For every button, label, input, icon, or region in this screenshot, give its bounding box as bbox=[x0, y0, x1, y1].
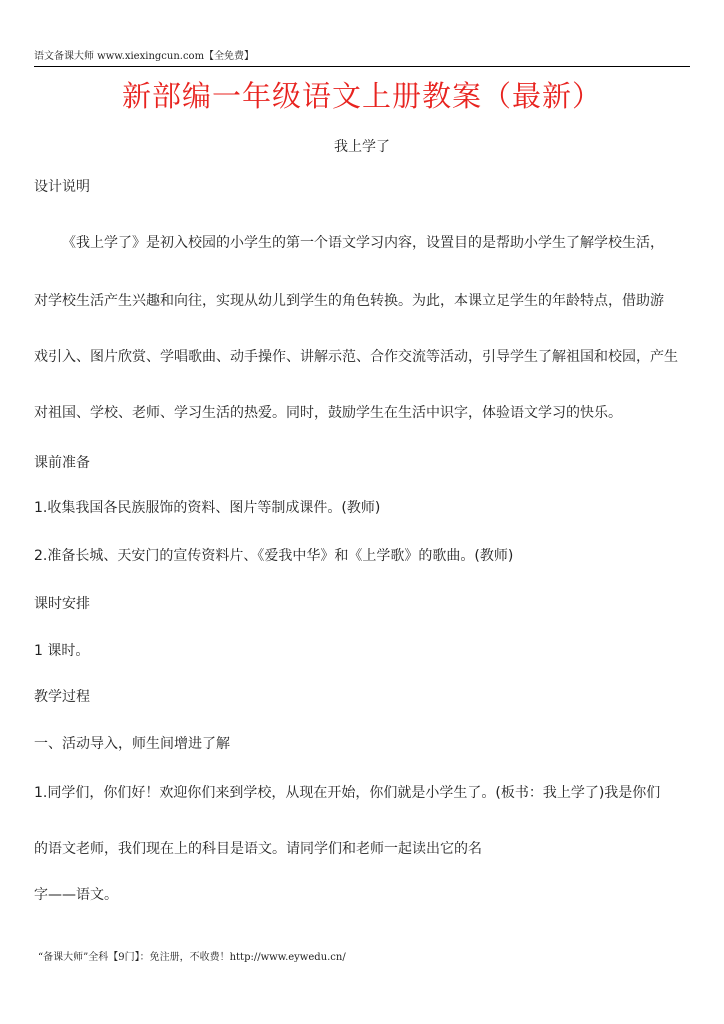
design-paragraph-line: 戏引入、图片欣赏、学唱歌曲、动手操作、讲解示范、合作交流等活动，引导学生了解祖国和校园，产生 bbox=[34, 349, 678, 365]
design-paragraph-line: 《我上学了》是初入校园的小学生的第一个语文学习内容，设置目的是帮助小学生了解学校生活， bbox=[62, 235, 664, 251]
preparation-heading: 课前准备 bbox=[34, 455, 90, 471]
page-footer: “备课大师”全科【9门】：免注册，不收费！http://www.eywedu.cn/ bbox=[38, 952, 346, 963]
process-paragraph-line: 1.同学们，你们好！欢迎你们来到学校，从现在开始，你们就是小学生了。(板书：我上学了)我是你们 bbox=[34, 785, 661, 801]
document-title: 新部编一年级语文上册教案（最新） bbox=[121, 79, 602, 113]
process-paragraph-line: 的语文老师，我们现在上的科目是语文。请同学们和老师一起读出它的名 bbox=[34, 841, 482, 857]
design-paragraph-line: 对学校生活产生兴趣和向往，实现从幼儿到学生的角色转换。为此，本课立足学生的年龄特点，借助游 bbox=[34, 293, 664, 309]
preparation-item: 2.准备长城、天安门的宣传资料片、《爱我中华》和《上学歌》的歌曲。(教师) bbox=[34, 548, 514, 564]
page-header: 语文备课大师 www.xiexingcun.com【全免费】 bbox=[34, 50, 690, 67]
lesson-title: 我上学了 bbox=[334, 139, 390, 155]
design-paragraph-line: 对祖国、学校、老师、学习生活的热爱。同时，鼓励学生在生活中识字，体验语文学习的快乐。 bbox=[34, 405, 622, 421]
design-heading: 设计说明 bbox=[34, 179, 90, 195]
process-paragraph-line: 字——语文。 bbox=[34, 887, 118, 903]
preparation-item: 1.收集我国各民族服饰的资料、图片等制成课件。(教师) bbox=[34, 500, 381, 516]
process-heading: 教学过程 bbox=[34, 689, 90, 705]
schedule-text: 1 课时。 bbox=[34, 643, 90, 659]
step1-heading: 一、活动导入，师生间增进了解 bbox=[34, 736, 230, 752]
schedule-heading: 课时安排 bbox=[34, 596, 90, 612]
